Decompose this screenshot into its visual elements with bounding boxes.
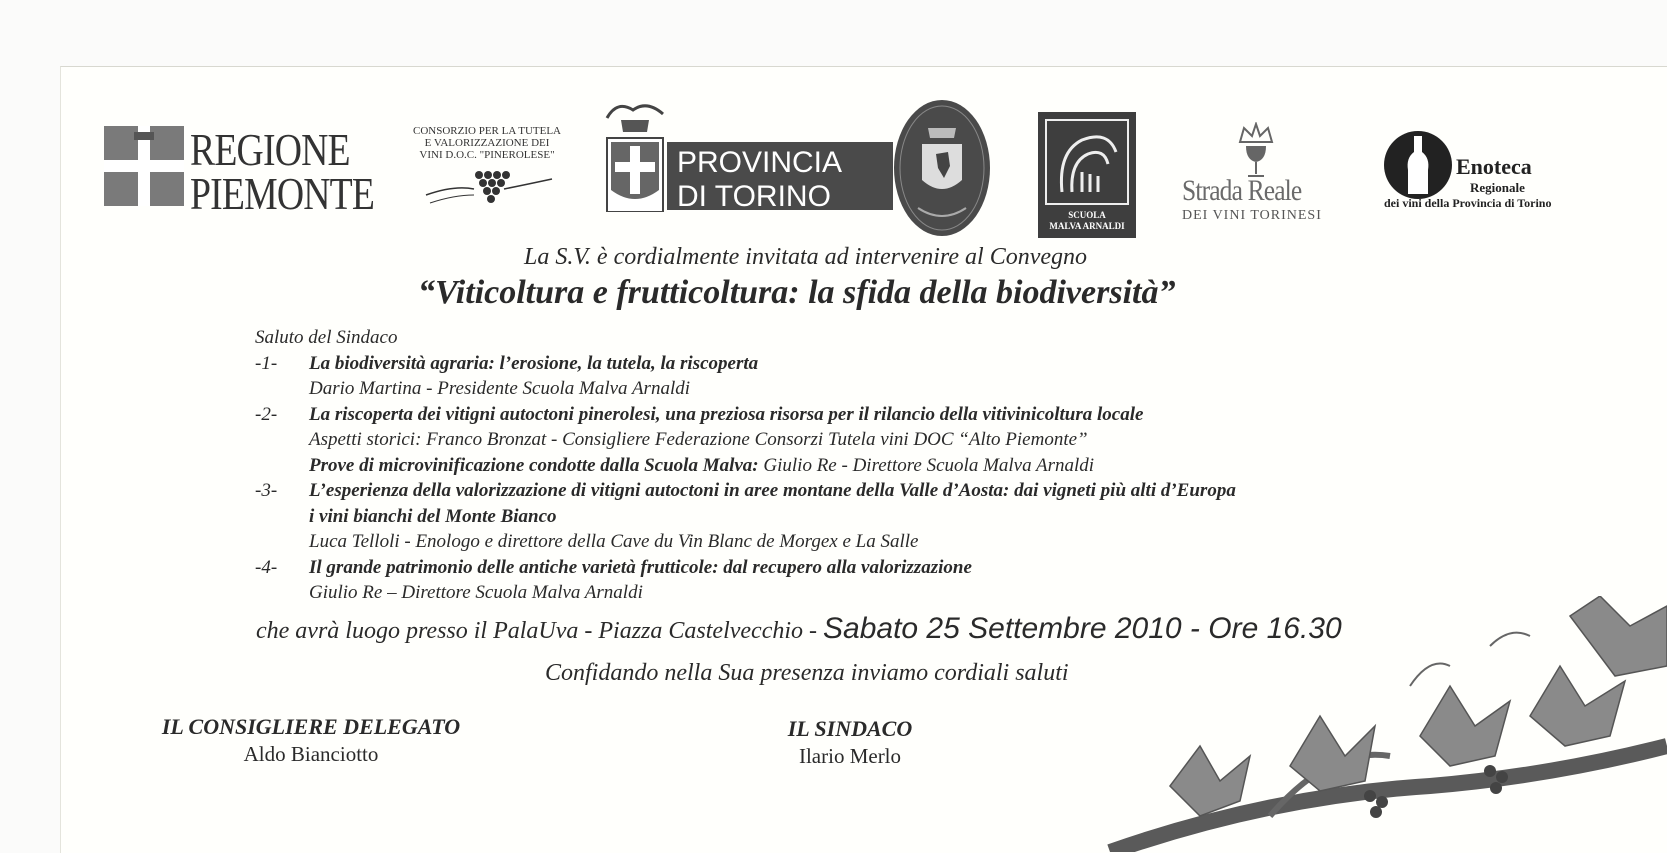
program-item-3 bbox=[255, 478, 1405, 504]
strada-reale-logo bbox=[1180, 122, 1340, 226]
regione-line2: PIEMONTE bbox=[190, 168, 375, 219]
program-item-title: La biodiversità agraria: l’erosione, la tutela, la riscoperta bbox=[309, 352, 759, 374]
signature-title: IL SINDACO bbox=[787, 716, 913, 741]
signature-name: Ilario Merlo bbox=[798, 744, 902, 768]
provincia-line1: PROVINCIA bbox=[677, 146, 843, 179]
grapevine-illustration bbox=[1070, 596, 1667, 852]
program-item-number: -4- bbox=[255, 556, 278, 578]
enoteca-logo bbox=[1382, 130, 1667, 214]
program-item-number: -1- bbox=[255, 352, 278, 374]
provincia-crest-icon bbox=[597, 100, 673, 212]
signature-block-consigliere bbox=[146, 714, 476, 767]
regione-line1: REGIONE bbox=[190, 124, 350, 175]
program-item-title-cont: i vini bianchi del Monte Bianco bbox=[309, 505, 557, 527]
enoteca-bottle-icon bbox=[1382, 130, 1454, 200]
consorzio-line1: CONSORZIO PER LA TUTELA bbox=[413, 125, 561, 137]
event-title: “Viticoltura e frutticoltura: la sfida della biodiversità” bbox=[418, 274, 1176, 311]
scuola-line1: SCUOLA bbox=[1068, 210, 1106, 220]
program-item-speaker: Luca Telloli - Enologo e direttore della Cave du Vin Blanc de Morgex e La Salle bbox=[309, 531, 919, 552]
program-greeting: Saluto del Sindaco bbox=[255, 327, 398, 348]
venue-text: che avrà luogo presso il PalaUva - Piazza Castelvecchio - bbox=[256, 618, 823, 644]
program-item-title: L’esperienza della valorizzazione di vitigni autoctoni in aree montane della Valle d’Aosta: dai vigneti più alti d’Europa bbox=[309, 480, 1236, 501]
signature-name: Aldo Bianciotto bbox=[243, 742, 379, 766]
grape-cluster-icon bbox=[424, 165, 554, 213]
program-item-subtitle: Prove di microvinificazione condotte dalla Scuola Malva: bbox=[309, 454, 759, 476]
regione-cross-icon bbox=[104, 126, 184, 206]
program-item-2 bbox=[255, 402, 1405, 428]
program-item-speaker: Dario Martina - Presidente Scuola Malva Arnaldi bbox=[309, 378, 691, 399]
program-item-speaker: Aspetti storici: Franco Bronzat - Consigliere Federazione Consorzi Tutela vini DOC “Alto Piemonte” bbox=[309, 429, 1088, 450]
provincia-line2: DI TORINO bbox=[677, 180, 831, 213]
program-item-number: -3- bbox=[255, 480, 278, 501]
municipal-crest-icon bbox=[892, 98, 992, 238]
enoteca-sub2: dei vini della Provincia di Torino bbox=[1384, 196, 1552, 210]
program-item-speaker: Giulio Re - Direttore Scuola Malva Arnaldi bbox=[758, 454, 1095, 476]
strada-title: Strada Reale bbox=[1182, 174, 1302, 207]
program-item-speaker: Giulio Re – Direttore Scuola Malva Arnaldi bbox=[309, 582, 643, 603]
scuola-line2: MALVA ARNALDI bbox=[1049, 221, 1125, 231]
scuola-malva-logo bbox=[1038, 112, 1136, 238]
enoteca-sub1: Regionale bbox=[1470, 180, 1525, 195]
closing-line: Confidando nella Sua presenza inviamo cordiali saluti bbox=[545, 660, 1069, 686]
event-date: Sabato 25 Settembre 2010 - Ore 16.30 bbox=[823, 612, 1342, 645]
consorzio-logo bbox=[404, 125, 570, 215]
program-item-title: La riscoperta dei vitigni autoctoni pinerolesi, una preziosa risorsa per il rilancio della vitivinicoltura locale bbox=[309, 403, 1144, 425]
regione-piemonte-logo bbox=[104, 124, 375, 219]
enoteca-title: Enoteca bbox=[1456, 154, 1532, 179]
consorzio-line2: E VALORIZZAZIONE DEI bbox=[424, 137, 550, 149]
crown-glass-icon bbox=[1226, 122, 1286, 178]
invitation-line: La S.V. è cordialmente invitata ad intervenire al Convegno bbox=[524, 244, 1088, 270]
program-item-title: Il grande patrimonio delle antiche varietà frutticole: dal recupero alla valorizzazione bbox=[309, 556, 972, 578]
program-list bbox=[255, 325, 1405, 606]
scuola-emblem-icon bbox=[1038, 112, 1136, 208]
program-item-number: -2- bbox=[255, 403, 278, 425]
signature-title: IL CONSIGLIERE DELEGATO bbox=[161, 714, 461, 739]
strada-sub: DEI VINI TORINESI bbox=[1182, 208, 1322, 223]
program-item-1 bbox=[255, 351, 1405, 377]
consorzio-line3: VINI D.O.C. "PINEROLESE" bbox=[419, 149, 555, 161]
provincia-torino-logo bbox=[597, 100, 851, 212]
program-item-4 bbox=[255, 555, 1405, 581]
signature-block-sindaco bbox=[760, 716, 940, 769]
